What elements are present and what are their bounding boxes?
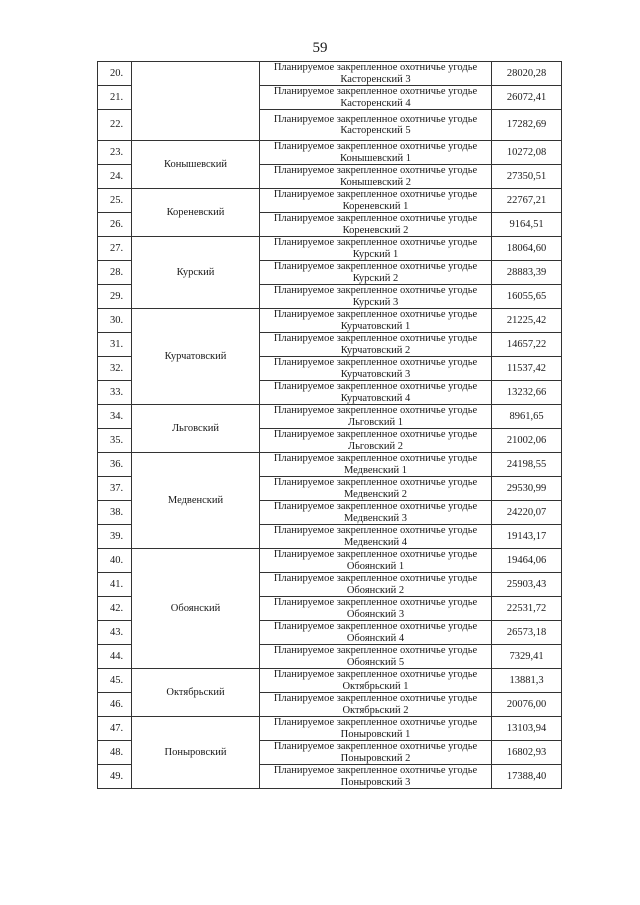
area-cell: 24220,07 <box>492 501 562 525</box>
row-number: 48. <box>98 741 132 765</box>
ground-name-line2: Поныровский 3 <box>340 776 411 788</box>
ground-name-line2: Курский 1 <box>352 248 399 260</box>
district-cell: Льговский <box>132 405 260 453</box>
ground-name-cell <box>260 309 492 333</box>
district-cell <box>132 62 260 141</box>
ground-name-line2: Поныровский 1 <box>340 728 411 740</box>
hunting-grounds-table <box>97 61 562 789</box>
ground-name-line1: Планируемое закрепленное охотничье угодье <box>273 525 478 536</box>
area-cell: 19143,17 <box>492 525 562 549</box>
ground-name-line2: Льговский 2 <box>348 440 403 452</box>
ground-name-line1: Планируемое закрепленное охотничье угодье <box>273 549 478 560</box>
district-cell: Обоянский <box>132 549 260 669</box>
area-cell: 18064,60 <box>492 237 562 261</box>
area-cell: 9164,51 <box>492 213 562 237</box>
table-row <box>98 237 562 261</box>
table-row <box>98 141 562 165</box>
ground-name-line2: Касторенский 4 <box>340 97 411 109</box>
ground-name-cell <box>260 621 492 645</box>
area-cell: 27350,51 <box>492 165 562 189</box>
row-number: 45. <box>98 669 132 693</box>
ground-name-cell <box>260 501 492 525</box>
ground-name-line1: Планируемое закрепленное охотничье угодье <box>273 645 478 656</box>
area-cell: 7329,41 <box>492 645 562 669</box>
row-number: 29. <box>98 285 132 309</box>
ground-name-line2: Обоянский 1 <box>346 560 405 572</box>
area-cell: 17388,40 <box>492 765 562 789</box>
district-cell: Курский <box>132 237 260 309</box>
ground-name-cell <box>260 477 492 501</box>
ground-name-line2: Курчатовский 1 <box>340 320 411 332</box>
row-number: 22. <box>98 110 132 141</box>
row-number: 37. <box>98 477 132 501</box>
row-number: 33. <box>98 381 132 405</box>
district-cell: Октябрьский <box>132 669 260 717</box>
row-number: 47. <box>98 717 132 741</box>
ground-name-cell <box>260 669 492 693</box>
area-cell: 28020,28 <box>492 62 562 86</box>
district-cell: Курчатовский <box>132 309 260 405</box>
row-number: 46. <box>98 693 132 717</box>
row-number: 40. <box>98 549 132 573</box>
ground-name-line2: Кореневский 1 <box>342 200 409 212</box>
area-cell: 24198,55 <box>492 453 562 477</box>
ground-name-line1: Планируемое закрепленное охотничье угодье <box>273 261 478 272</box>
row-number: 30. <box>98 309 132 333</box>
ground-name-line1: Планируемое закрепленное охотничье угодье <box>273 765 478 776</box>
ground-name-cell <box>260 261 492 285</box>
ground-name-line1: Планируемое закрепленное охотничье угодье <box>273 285 478 296</box>
area-cell: 21002,06 <box>492 429 562 453</box>
page-number: 59 <box>312 40 328 56</box>
ground-name-line2: Обоянский 5 <box>346 656 405 668</box>
area-cell: 26072,41 <box>492 86 562 110</box>
ground-name-line2: Медвенский 1 <box>343 464 408 476</box>
area-cell: 13103,94 <box>492 717 562 741</box>
ground-name-line1: Планируемое закрепленное охотничье угодье <box>273 86 478 97</box>
ground-name-line2: Курский 2 <box>352 272 399 284</box>
ground-name-line2: Обоянский 2 <box>346 584 405 596</box>
area-cell: 13232,66 <box>492 381 562 405</box>
ground-name-line2: Обоянский 4 <box>346 632 405 644</box>
row-number: 44. <box>98 645 132 669</box>
row-number: 21. <box>98 86 132 110</box>
ground-name-line2: Касторенский 3 <box>340 73 411 85</box>
ground-name-line2: Медвенский 3 <box>343 512 408 524</box>
ground-name-line1: Планируемое закрепленное охотничье угодье <box>273 405 478 416</box>
ground-name-cell <box>260 110 492 141</box>
table-row <box>98 405 562 429</box>
ground-name-cell <box>260 693 492 717</box>
ground-name-line2: Медвенский 2 <box>343 488 408 500</box>
area-cell: 20076,00 <box>492 693 562 717</box>
ground-name-line1: Планируемое закрепленное охотничье угодье <box>273 309 478 320</box>
ground-name-line2: Курчатовский 3 <box>340 368 411 380</box>
area-cell: 26573,18 <box>492 621 562 645</box>
ground-name-cell <box>260 645 492 669</box>
ground-name-cell <box>260 549 492 573</box>
ground-name-line1: Планируемое закрепленное охотничье угодье <box>273 597 478 608</box>
ground-name-line1: Планируемое закрепленное охотничье угодье <box>273 621 478 632</box>
area-cell: 11537,42 <box>492 357 562 381</box>
ground-name-line1: Планируемое закрепленное охотничье угодье <box>273 453 478 464</box>
ground-name-cell <box>260 189 492 213</box>
row-number: 25. <box>98 189 132 213</box>
ground-name-line1: Планируемое закрепленное охотничье угодье <box>273 333 478 344</box>
table-row <box>98 717 562 741</box>
row-number: 32. <box>98 357 132 381</box>
area-cell: 25903,43 <box>492 573 562 597</box>
ground-name-cell <box>260 429 492 453</box>
ground-name-line2: Обоянский 3 <box>346 608 405 620</box>
ground-name-cell <box>260 285 492 309</box>
ground-name-line2: Курский 3 <box>352 296 399 308</box>
ground-name-cell <box>260 141 492 165</box>
ground-name-line2: Курчатовский 2 <box>340 344 411 356</box>
row-number: 38. <box>98 501 132 525</box>
row-number: 31. <box>98 333 132 357</box>
ground-name-cell <box>260 597 492 621</box>
area-cell: 10272,08 <box>492 141 562 165</box>
ground-name-line2: Поныровский 2 <box>340 752 411 764</box>
ground-name-line2: Кореневский 2 <box>342 224 409 236</box>
row-number: 20. <box>98 62 132 86</box>
ground-name-cell <box>260 525 492 549</box>
area-cell: 21225,42 <box>492 309 562 333</box>
ground-name-line2: Октябрьский 1 <box>342 680 409 692</box>
ground-name-line2: Конышевский 1 <box>340 152 411 164</box>
ground-name-cell <box>260 405 492 429</box>
table-row <box>98 62 562 86</box>
area-cell: 16055,65 <box>492 285 562 309</box>
ground-name-line2: Льговский 1 <box>348 416 403 428</box>
ground-name-line1: Планируемое закрепленное охотничье угодье <box>273 189 478 200</box>
ground-name-line1: Планируемое закрепленное охотничье угодье <box>273 669 478 680</box>
ground-name-cell <box>260 717 492 741</box>
area-cell: 22767,21 <box>492 189 562 213</box>
ground-name-line1: Планируемое закрепленное охотничье угодье <box>273 741 478 752</box>
table-row <box>98 669 562 693</box>
ground-name-line2: Медвенский 4 <box>343 536 408 548</box>
ground-name-cell <box>260 357 492 381</box>
ground-name-line1: Планируемое закрепленное охотничье угодье <box>273 693 478 704</box>
ground-name-cell <box>260 333 492 357</box>
ground-name-cell <box>260 453 492 477</box>
area-cell: 14657,22 <box>492 333 562 357</box>
area-cell: 13881,3 <box>492 669 562 693</box>
ground-name-line1: Планируемое закрепленное охотничье угодье <box>273 357 478 368</box>
ground-name-line1: Планируемое закрепленное охотничье угодье <box>273 237 478 248</box>
row-number: 39. <box>98 525 132 549</box>
area-cell: 17282,69 <box>492 110 562 141</box>
ground-name-cell <box>260 62 492 86</box>
area-cell: 28883,39 <box>492 261 562 285</box>
ground-name-line1: Планируемое закрепленное охотничье угодье <box>273 141 478 152</box>
ground-name-line1: Планируемое закрепленное охотничье угодье <box>273 381 478 392</box>
district-cell: Медвенский <box>132 453 260 549</box>
ground-name-cell <box>260 765 492 789</box>
ground-name-line1: Планируемое закрепленное охотничье угодье <box>273 62 478 73</box>
ground-name-line1: Планируемое закрепленное охотничье угодье <box>273 573 478 584</box>
table-row <box>98 189 562 213</box>
row-number: 43. <box>98 621 132 645</box>
row-number: 28. <box>98 261 132 285</box>
ground-name-line1: Планируемое закрепленное охотничье угодье <box>273 165 478 176</box>
ground-name-line1: Планируемое закрепленное охотничье угодье <box>273 717 478 728</box>
ground-name-line2: Курчатовский 4 <box>340 392 411 404</box>
ground-name-cell <box>260 381 492 405</box>
row-number: 41. <box>98 573 132 597</box>
ground-name-line1: Планируемое закрепленное охотничье угодье <box>273 113 478 125</box>
row-number: 49. <box>98 765 132 789</box>
row-number: 35. <box>98 429 132 453</box>
table-body <box>98 62 562 789</box>
ground-name-line1: Планируемое закрепленное охотничье угодье <box>273 501 478 512</box>
district-cell: Конышевский <box>132 141 260 189</box>
row-number: 36. <box>98 453 132 477</box>
district-cell: Кореневский <box>132 189 260 237</box>
area-cell: 16802,93 <box>492 741 562 765</box>
district-cell: Поныровский <box>132 717 260 789</box>
ground-name-line2: Касторенский 5 <box>340 125 411 136</box>
row-number: 24. <box>98 165 132 189</box>
ground-name-cell <box>260 165 492 189</box>
ground-name-cell <box>260 86 492 110</box>
area-cell: 22531,72 <box>492 597 562 621</box>
ground-name-cell <box>260 213 492 237</box>
area-cell: 8961,65 <box>492 405 562 429</box>
area-cell: 29530,99 <box>492 477 562 501</box>
table-row <box>98 309 562 333</box>
row-number: 23. <box>98 141 132 165</box>
ground-name-line2: Конышевский 2 <box>340 176 411 188</box>
ground-name-line2: Октябрьский 2 <box>342 704 409 716</box>
row-number: 42. <box>98 597 132 621</box>
table-row <box>98 549 562 573</box>
ground-name-cell <box>260 741 492 765</box>
ground-name-line1: Планируемое закрепленное охотничье угодье <box>273 213 478 224</box>
row-number: 27. <box>98 237 132 261</box>
row-number: 34. <box>98 405 132 429</box>
ground-name-line1: Планируемое закрепленное охотничье угодье <box>273 477 478 488</box>
table-row <box>98 453 562 477</box>
row-number: 26. <box>98 213 132 237</box>
ground-name-cell <box>260 573 492 597</box>
ground-name-cell <box>260 237 492 261</box>
ground-name-line1: Планируемое закрепленное охотничье угодье <box>273 429 478 440</box>
area-cell: 19464,06 <box>492 549 562 573</box>
